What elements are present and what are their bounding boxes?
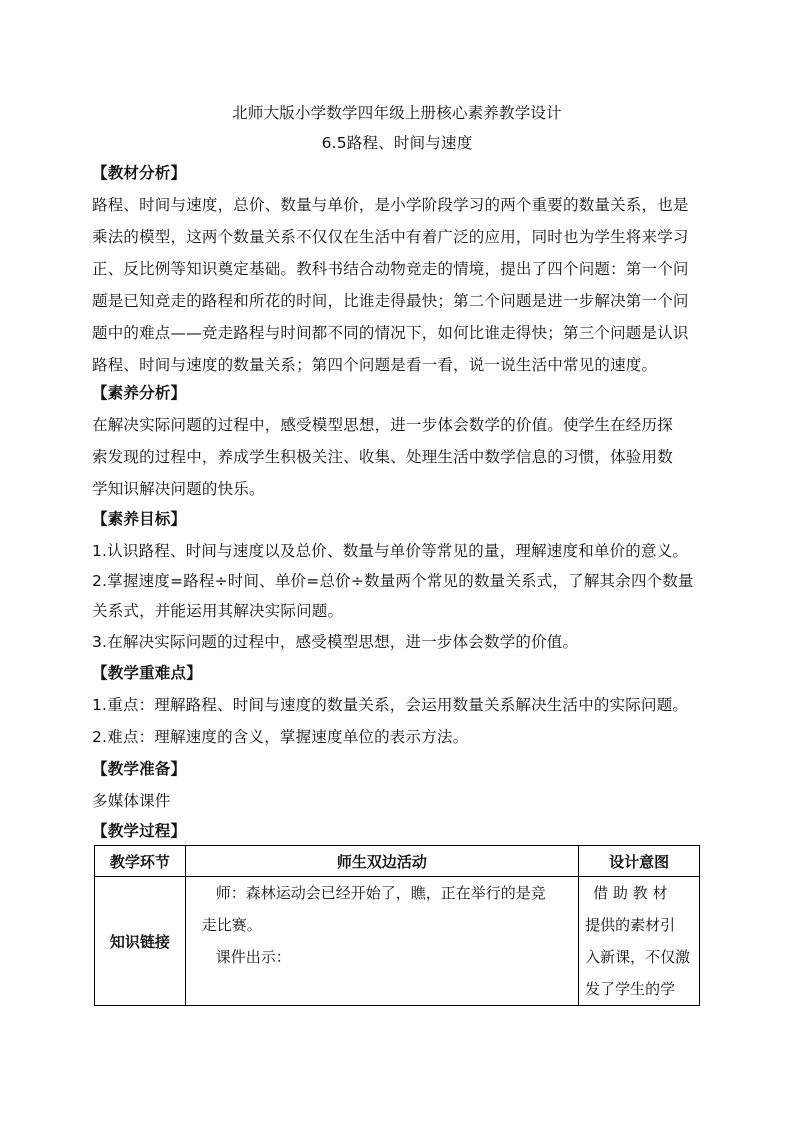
- table-header-activity: 师生双边活动: [185, 846, 578, 877]
- document-title: 北师大版小学数学四年级上册核心素养教学设计: [232, 104, 562, 122]
- table-header-stage: 教学环节: [95, 846, 186, 877]
- goal-item: 3.在解决实际问题的过程中，感受模型思想，进一步体会数学的价值。: [92, 633, 579, 651]
- table-header-intent: 设计意图: [579, 846, 700, 877]
- heading-teaching-process: 【教学过程】: [92, 822, 187, 840]
- paragraph-line: 路程、时间与速度，总价、数量与单价，是小学阶段学习的两个重要的数量关系，也是: [92, 196, 689, 214]
- heading-key-difficulties: 【教学重难点】: [92, 664, 202, 682]
- intent-cell: [579, 877, 700, 1006]
- activity-line-empty: [202, 973, 578, 1005]
- activity-cell: [185, 877, 578, 1006]
- heading-literacy-analysis: 【素养分析】: [92, 384, 187, 402]
- paragraph-line: 正、反比例等知识奠定基础。教科书结合动物竞走的情境，提出了四个问题：第一个问: [92, 260, 689, 278]
- intent-line: 提供的素材引: [585, 916, 676, 934]
- difficulty-item: 2.难点：理解速度的含义，掌握速度单位的表示方法。: [92, 728, 469, 746]
- key-point-item: 1.重点：理解路程、时间与速度的数量关系，会运用数量关系解决生活中的实际问题。: [92, 696, 689, 714]
- intent-line: 发了学生的学: [585, 980, 676, 998]
- heading-textbook-analysis: 【教材分析】: [92, 164, 187, 182]
- paragraph-line: 学知识解决问题的快乐。: [92, 480, 265, 498]
- prep-item: 多媒体课件: [92, 792, 171, 810]
- paragraph-line: 题中的难点——竞走路程与时间都不同的情况下，如何比谁走得快；第三个问题是认识: [92, 324, 689, 342]
- intent-line: 入新课，不仅激: [585, 948, 691, 966]
- activity-line: 师：森林运动会已经开始了，瞧，正在举行的是竞: [215, 884, 546, 902]
- intent-line: 借 助 教 材: [593, 884, 668, 902]
- paragraph-line: 路程、时间与速度的数量关系；第四个问题是看一看，说一说生活中常见的速度。: [92, 356, 658, 374]
- goal-item-continued: 关系式，并能运用其解决实际问题。: [92, 602, 344, 620]
- heading-teaching-prep: 【教学准备】: [92, 760, 187, 778]
- paragraph-line: 乘法的模型，这两个数量关系不仅仅在生活中有着广泛的应用，同时也为学生将来学习: [92, 228, 689, 246]
- paragraph-line: 题是已知竞走的路程和所花的时间，比谁走得最快；第二个问题是进一步解决第一个问: [92, 292, 689, 310]
- table-row: [95, 877, 700, 1006]
- document-subtitle: 6.5路程、时间与速度: [321, 134, 473, 152]
- stage-cell: 知识链接: [95, 877, 186, 1006]
- activity-line: 走比赛。: [201, 916, 262, 934]
- paragraph-line: 索发现的过程中，养成学生积极关注、收集、处理生活中数学信息的习惯，体验用数: [92, 448, 673, 466]
- goal-item: 2.掌握速度=路程÷时间、单价=总价÷数量两个常见的数量关系式，了解其余四个数量: [92, 572, 694, 590]
- table-header-row: [95, 846, 700, 877]
- paragraph-line: 在解决实际问题的过程中，感受模型思想，进一步体会数学的价值。使学生在经历探: [92, 416, 673, 434]
- heading-literacy-goals: 【素养目标】: [92, 510, 187, 528]
- goal-item: 1.认识路程、时间与速度以及总价、数量与单价等常见的量，理解速度和单价的意义。: [92, 542, 689, 560]
- teaching-process-table: [94, 845, 700, 1006]
- activity-line: 课件出示：: [215, 948, 291, 966]
